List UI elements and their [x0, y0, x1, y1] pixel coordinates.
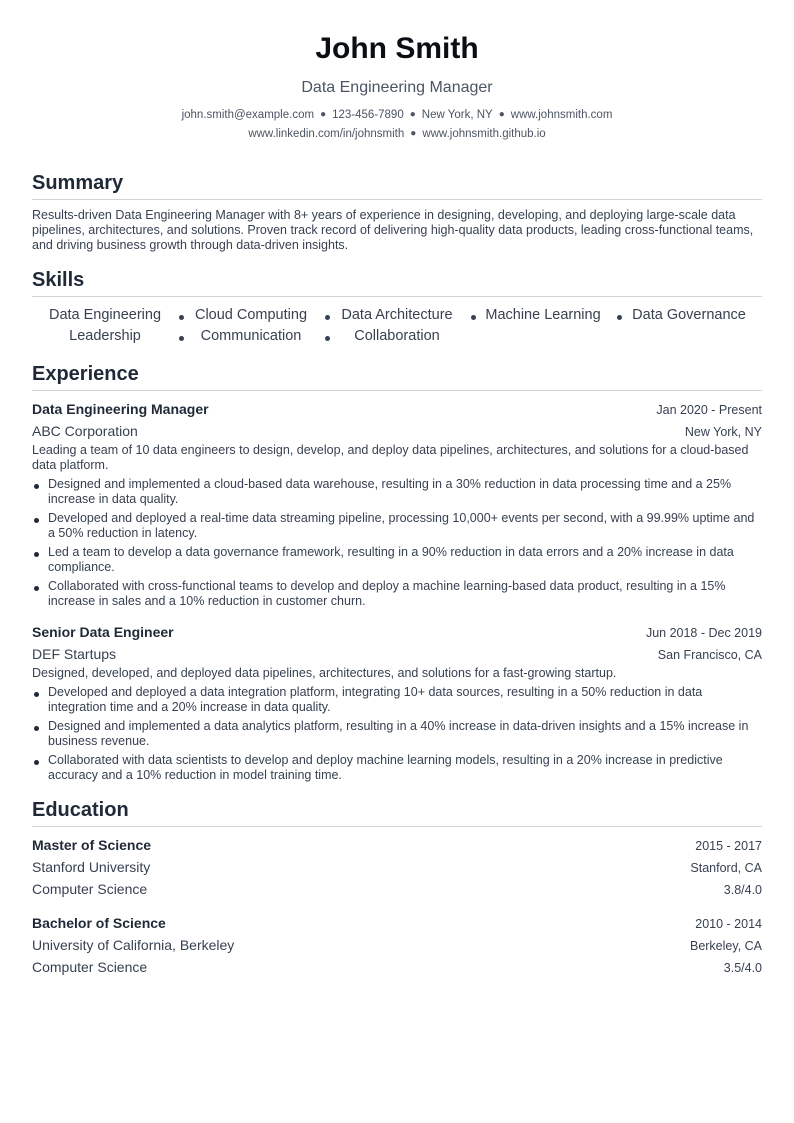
email-link[interactable]: john.smith@example.com	[181, 109, 315, 121]
achievement-bullet: Collaborated with data scientists to develop and deploy machine learning models, resulting in a 20% increase in predictive accuracy and a 10% reduction in model training time.	[32, 753, 762, 783]
section-divider	[32, 390, 762, 391]
section-title-skills: Skills	[32, 269, 85, 291]
skill-item: Leadership	[32, 326, 178, 347]
linkedin-link[interactable]: www.linkedin.com/in/johnsmith	[248, 128, 405, 140]
skills-row-2	[32, 326, 762, 347]
achievement-bullet: Developed and deployed a real-time data streaming pipeline, processing 10,000+ events per second, with a 99.99% uptime and a 50% reduction in latency.	[32, 511, 762, 541]
skill-item: Data Engineering	[32, 305, 178, 326]
candidate-name: John Smith	[315, 32, 479, 65]
job-header	[32, 399, 762, 421]
skill-item: Communication	[178, 326, 324, 347]
contact-info	[32, 106, 762, 144]
education-row	[32, 913, 762, 935]
job-entry	[32, 399, 762, 609]
summary-section	[32, 170, 762, 253]
skill-spacer	[616, 326, 762, 347]
skill-item: Cloud Computing	[178, 305, 324, 326]
education-row	[32, 835, 762, 857]
education-dates: 2010 - 2014	[695, 917, 762, 931]
achievement-bullet: Developed and deployed a data integration platform, integrating 10+ data sources, resulting in a 50% reduction in data integration time and a 20% increase in data quality.	[32, 685, 762, 715]
education-row	[32, 879, 762, 901]
school-location: Berkeley, CA	[689, 939, 762, 953]
skill-item: Collaboration	[354, 328, 440, 344]
skill-item: Machine Learning	[470, 305, 616, 326]
achievement-bullet: Designed and implemented a cloud-based data warehouse, resulting in a 30% reduction in data processing time and a 25% increase in data quality.	[32, 477, 762, 507]
job-entry	[32, 622, 762, 783]
achievement-bullet: Collaborated with cross-functional teams to develop and deploy a machine learning-based data product, resulting in a 15% increase in sales and a 10% reduction in customer churn.	[32, 579, 762, 609]
field-of-study: Computer Science	[32, 881, 148, 897]
github-link[interactable]: www.johnsmith.github.io	[422, 128, 546, 140]
section-title-summary: Summary	[32, 172, 124, 194]
job-dates: Jun 2018 - Dec 2019	[645, 626, 762, 640]
job-dates: Jan 2020 - Present	[656, 403, 762, 417]
education-row	[32, 857, 762, 879]
degree: Master of Science	[32, 837, 152, 853]
job-title: Data Engineering Manager	[32, 401, 209, 417]
job-description: Leading a team of 10 data engineers to design, develop, and deploy data pipelines, architectures, and solutions for a cloud-based data platform.	[32, 443, 749, 472]
website-link[interactable]: www.johnsmith.com	[510, 109, 613, 121]
section-divider	[32, 826, 762, 827]
achievement-bullet: Designed and implemented a data analytics platform, resulting in a 40% increase in data-driven insights and a 15% increase in business revenue.	[32, 719, 762, 749]
skills-section	[32, 267, 762, 347]
school-location: Stanford, CA	[690, 861, 762, 875]
summary-text: Results-driven Data Engineering Manager with 8+ years of experience in designing, developing, and deploying large-scale data pipelines, architectures, and solutions. Proven track record of delivering high-quality data products, leading cross-functional teams, and driving business growth through data-driven insights.	[32, 208, 754, 252]
skill-item: Data Governance	[632, 307, 746, 323]
job-achievements	[32, 685, 762, 783]
job-company: ABC Corporation	[32, 423, 138, 439]
education-row	[32, 935, 762, 957]
gpa: 3.5/4.0	[723, 961, 762, 975]
school: Stanford University	[32, 859, 151, 875]
job-title: Senior Data Engineer	[32, 624, 174, 640]
skill-spacer	[470, 326, 616, 347]
contact-line-2	[32, 125, 762, 144]
separator-dot: ●	[320, 109, 327, 120]
education-entry	[32, 835, 762, 901]
job-achievements	[32, 477, 762, 609]
education-section	[32, 797, 762, 979]
section-title-experience: Experience	[32, 363, 139, 385]
education-row	[32, 957, 762, 979]
section-divider	[32, 199, 762, 200]
education-dates: 2015 - 2017	[695, 839, 762, 853]
section-title-education: Education	[32, 799, 129, 821]
candidate-headline: Data Engineering Manager	[301, 79, 493, 96]
education-entry	[32, 913, 762, 979]
degree: Bachelor of Science	[32, 915, 166, 931]
job-location: San Francisco, CA	[657, 648, 762, 662]
separator-dot: ●	[409, 109, 416, 120]
job-company: DEF Startups	[32, 646, 117, 662]
job-subheader	[32, 421, 762, 443]
achievement-bullet: Led a team to develop a data governance framework, resulting in a 90% reduction in data errors and a 20% increase in data compliance.	[32, 545, 762, 575]
job-subheader	[32, 644, 762, 666]
experience-section	[32, 361, 762, 783]
resume-page	[32, 30, 762, 979]
field-of-study: Computer Science	[32, 959, 148, 975]
separator-dot: ●	[410, 128, 417, 139]
separator-dot: ●	[498, 109, 505, 120]
section-divider	[32, 296, 762, 297]
location: New York, NY	[421, 109, 493, 121]
job-header	[32, 622, 762, 644]
skill-item: Data Architecture	[324, 305, 470, 326]
phone-number: 123-456-7890	[332, 109, 404, 121]
job-description: Designed, developed, and deployed data pipelines, architectures, and solutions for a fast-growing startup.	[32, 666, 617, 680]
skills-row-1	[32, 305, 762, 326]
contact-line-1	[32, 106, 762, 125]
job-location: New York, NY	[684, 425, 762, 439]
gpa: 3.8/4.0	[723, 883, 762, 897]
school: University of California, Berkeley	[32, 937, 235, 953]
